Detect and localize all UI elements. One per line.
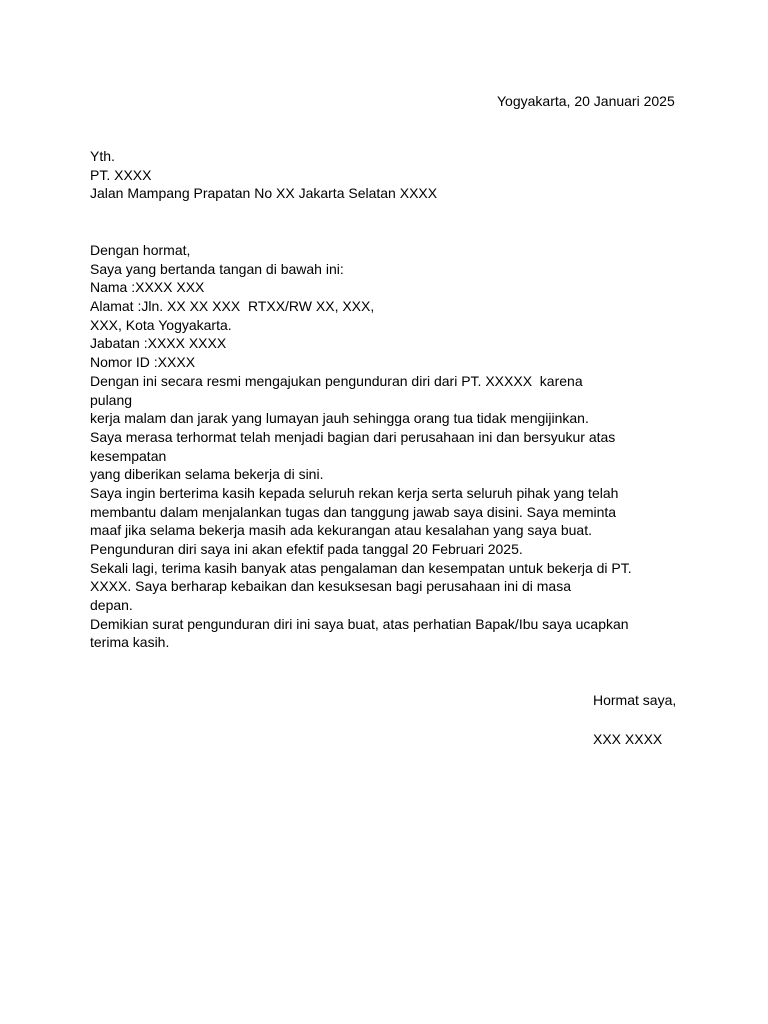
body-line: Jabatan :XXXX XXXX <box>90 335 227 352</box>
recipient-block <box>90 147 690 203</box>
body-line: Pengunduran diri saya ini akan efektif pada tanggal 20 Februari 2025. <box>90 541 523 557</box>
body-line: Sekali lagi, terima kasih banyak atas pengalaman dan kesempatan untuk bekerja di PT. <box>90 559 632 576</box>
body-line: Nama :XXXX XXX <box>90 279 205 296</box>
body-line: kerja malam dan jarak yang lumayan jauh sehingga orang tua tidak mengijinkan. <box>90 410 589 427</box>
body-line: pulang <box>90 391 133 408</box>
closing-line: Hormat saya, <box>593 692 677 708</box>
body-line: terima kasih. <box>90 634 170 651</box>
body-line: Demikian surat pengunduran diri ini saya buat, atas perhatian Bapak/Ibu saya ucapkan <box>90 615 629 632</box>
date-line: Yogyakarta, 20 Januari 2025 <box>497 93 675 109</box>
body-line: Dengan hormat, <box>90 242 191 258</box>
body-line: Saya ingin berterima kasih kepada seluruh rekan kerja serta seluruh pihak yang telah <box>90 484 619 501</box>
body-line: Saya merasa terhormat telah menjadi bagian dari perusahaan ini dan bersyukur atas <box>90 428 616 445</box>
signature-name: XXX XXXX <box>593 731 663 747</box>
body-line: depan. <box>90 597 133 614</box>
body-line: XXXX. Saya berharap kebaikan dan kesuksesan bagi perusahaan ini di masa <box>90 578 571 595</box>
body-line: membantu dalam menjalankan tugas dan tanggung jawab saya disini. Saya meminta <box>90 503 617 520</box>
body-line: Nomor ID :XXXX <box>90 354 196 371</box>
body-line: Dengan ini secara resmi mengajukan pengunduran diri dari PT. XXXXX karena <box>90 372 583 389</box>
letter-body <box>90 241 690 652</box>
body-line: Alamat :Jln. XX XX XXX RTXX/RW XX, XXX, <box>90 298 375 315</box>
body-line: maaf jika selama bekerja masih ada kekurangan atau kesalahan yang saya buat. <box>90 522 592 539</box>
recipient-line: Jalan Mampang Prapatan No XX Jakarta Selatan XXXX <box>90 185 438 202</box>
recipient-line: PT. XXXX <box>90 166 152 183</box>
body-line: yang diberikan selama bekerja di sini. <box>90 466 324 483</box>
recipient-line: Yth. <box>90 148 115 164</box>
body-line: Saya yang bertanda tangan di bawah ini: <box>90 260 344 277</box>
body-line: XXX, Kota Yogyakarta. <box>90 316 232 333</box>
body-line: kesempatan <box>90 447 167 464</box>
